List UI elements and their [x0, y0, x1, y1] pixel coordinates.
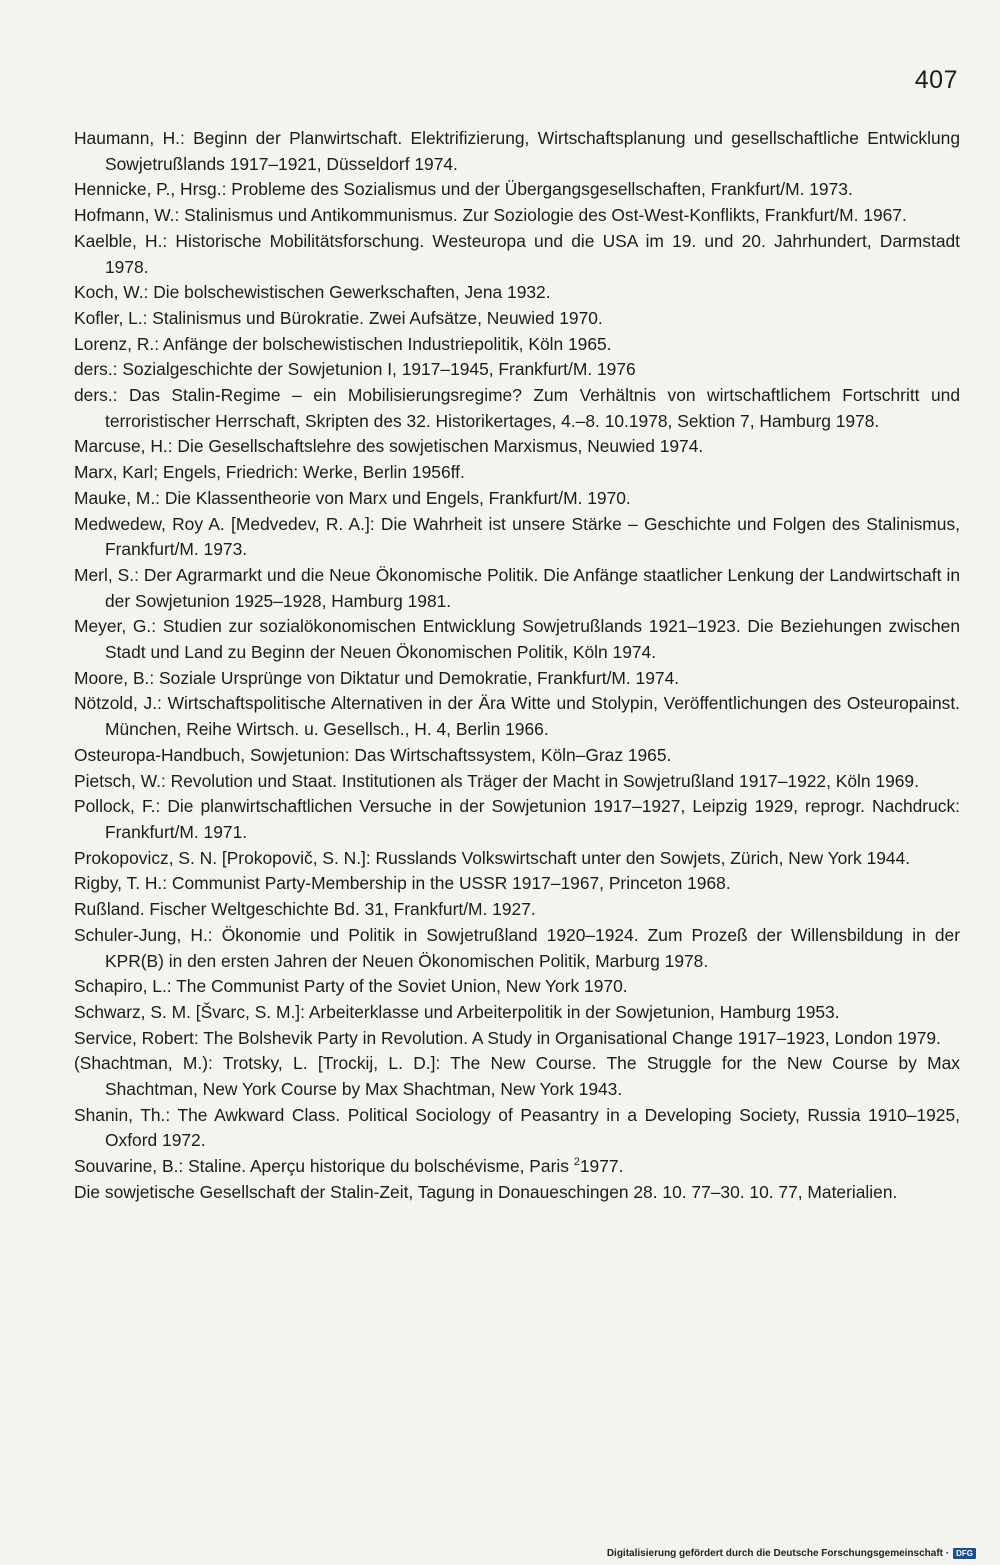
- bibliography-entry: ders.: Sozialgeschichte der Sowjetunion I, 1917–1945, Frankfurt/M. 1976: [74, 359, 636, 380]
- bibliography-list: [74, 126, 960, 1206]
- entry-text: Souvarine, B.: Staline. Aperçu historique du bolschévisme, Paris: [74, 1156, 574, 1177]
- bibliography-entry: Rußland. Fischer Weltgeschichte Bd. 31, Frankfurt/M. 1927.: [74, 899, 536, 920]
- bibliography-entry: Rigby, T. H.: Communist Party-Membership in the USSR 1917–1967, Princeton 1968.: [74, 873, 731, 894]
- page-number: 407: [914, 66, 958, 94]
- bibliography-entry: Hofmann, W.: Stalinismus und Antikommunismus. Zur Soziologie des Ost-West-Konflikts, Frankfurt/M. 1967.: [74, 205, 907, 226]
- bibliography-entry: Pollock, F.: Die planwirtschaftlichen Versuche in der Sowjetunion 1917–1927, Leipzig 1929, reprogr. Nachdruck: Frankfurt/M. 1971.: [74, 796, 960, 842]
- bibliography-entry: Lorenz, R.: Anfänge der bolschewistischen Industriepolitik, Köln 1965.: [74, 333, 612, 354]
- digitization-footer: [607, 1548, 976, 1559]
- dfg-logo-icon: DFG: [953, 1548, 976, 1559]
- bibliography-entry: Shanin, Th.: The Awkward Class. Political Sociology of Peasantry in a Developing Society, Russia 1910–1925, Oxford 1972.: [74, 1104, 960, 1151]
- bibliography-entry: Kofler, L.: Stalinismus und Bürokratie. Zwei Aufsätze, Neuwied 1970.: [74, 307, 603, 328]
- bibliography-entry: Kaelble, H.: Historische Mobilitätsforschung. Westeuropa und die USA im 19. und 20. Jahrhundert, Darmstadt 1978.: [74, 230, 960, 277]
- bibliography-entry: Osteuropa-Handbuch, Sowjetunion: Das Wirtschaftssystem, Köln–Graz 1965.: [74, 744, 672, 765]
- bibliography-entry: Nötzold, J.: Wirtschaftspolitische Alternativen in der Ära Witte und Stolypin, Veröffentlichungen des Osteuropainst. München, Reihe Wirtsch. u. Gesellsch., H. 4, Berlin 1966.: [74, 693, 960, 740]
- bibliography-entry: (Shachtman, M.): Trotsky, L. [Trockij, L. D.]: The New Course. The Struggle for the New Course by Max Shachtman, New York Course by Max Shachtman, New York 1943.: [74, 1053, 960, 1100]
- bibliography-entry: Hennicke, P., Hrsg.: Probleme des Sozialismus und der Übergangsgesellschaften, Frankfurt/M. 1973.: [74, 179, 853, 200]
- bibliography-entry: Schapiro, L.: The Communist Party of the Soviet Union, New York 1970.: [74, 976, 628, 997]
- bibliography-entry: Service, Robert: The Bolshevik Party in Revolution. A Study in Organisational Change 1917–1923, London 1979.: [74, 1027, 941, 1048]
- bibliography-entry: Pietsch, W.: Revolution und Staat. Institutionen als Träger der Macht in Sowjetrußland 1917–1922, Köln 1969.: [74, 770, 919, 791]
- bibliography-entry: Marx, Karl; Engels, Friedrich: Werke, Berlin 1956ff.: [74, 462, 465, 483]
- bibliography-entry: Moore, B.: Soziale Ursprünge von Diktatur und Demokratie, Frankfurt/M. 1974.: [74, 667, 680, 688]
- bibliography-entry: Schwarz, S. M. [Švarc, S. M.]: Arbeiterklasse und Arbeiterpolitik in der Sowjetunion, Hamburg 1953.: [74, 1001, 840, 1022]
- bibliography-entry: Prokopovicz, S. N. [Prokopovič, S. N.]: Russlands Volkswirtschaft unter den Sowjets, Zürich, New York 1944.: [74, 847, 911, 868]
- bibliography-entry: Schuler-Jung, H.: Ökonomie und Politik in Sowjetrußland 1920–1924. Zum Prozeß der Willensbildung in der KPR(B) in den ersten Jahren der Neuen Ökonomischen Politik, Marburg 1978.: [74, 924, 960, 971]
- bibliography-entry: Die sowjetische Gesellschaft der Stalin-Zeit, Tagung in Donaueschingen 28. 10. 77–30. 10. 77, Materialien.: [74, 1181, 898, 1202]
- bibliography-entry: Medwedew, Roy A. [Medvedev, R. A.]: Die Wahrheit ist unsere Stärke – Geschichte und Folgen des Stalinismus, Frankfurt/M. 1973.: [74, 513, 960, 560]
- entry-text: 1977.: [579, 1156, 624, 1177]
- bibliography-entry: Mauke, M.: Die Klassentheorie von Marx und Engels, Frankfurt/M. 1970.: [74, 487, 631, 508]
- bibliography-entry: ders.: Das Stalin-Regime – ein Mobilisierungsregime? Zum Verhältnis von wirtschaftlichem Fortschritt und terroristischer Herrschaft, Skripten des 32. Historikertages, 4.–8. 10.1978, Sektion 7, Hamburg 1978.: [74, 385, 960, 431]
- bibliography-entry: Marcuse, H.: Die Gesellschaftslehre des sowjetischen Marxismus, Neuwied 1974.: [74, 436, 704, 457]
- bibliography-entry: Meyer, G.: Studien zur sozialökonomischen Entwicklung Sowjetrußlands 1921–1923. Die Beziehungen zwischen Stadt und Land zu Beginn der Neuen Ökonomischen Politik, Köln 1974.: [74, 616, 960, 663]
- edition-superscript: 2: [573, 1156, 580, 1169]
- bibliography-entry: [74, 1154, 960, 1180]
- bibliography-entry: Haumann, H.: Beginn der Planwirtschaft. Elektrifizierung, Wirtschaftsplanung und gesellschaftliche Entwicklung Sowjetrußlands 1917–1921, Düsseldorf 1974.: [74, 128, 960, 174]
- footer-text: Digitalisierung gefördert durch die Deutsche Forschungsgemeinschaft ·: [606, 1548, 950, 1559]
- bibliography-entry: Merl, S.: Der Agrarmarkt und die Neue Ökonomische Politik. Die Anfänge staatlicher Lenkung der Landwirtschaft in der Sowjetunion 1925–1928, Hamburg 1981.: [74, 564, 960, 611]
- bibliography-entry: Koch, W.: Die bolschewistischen Gewerkschaften, Jena 1932.: [74, 282, 551, 303]
